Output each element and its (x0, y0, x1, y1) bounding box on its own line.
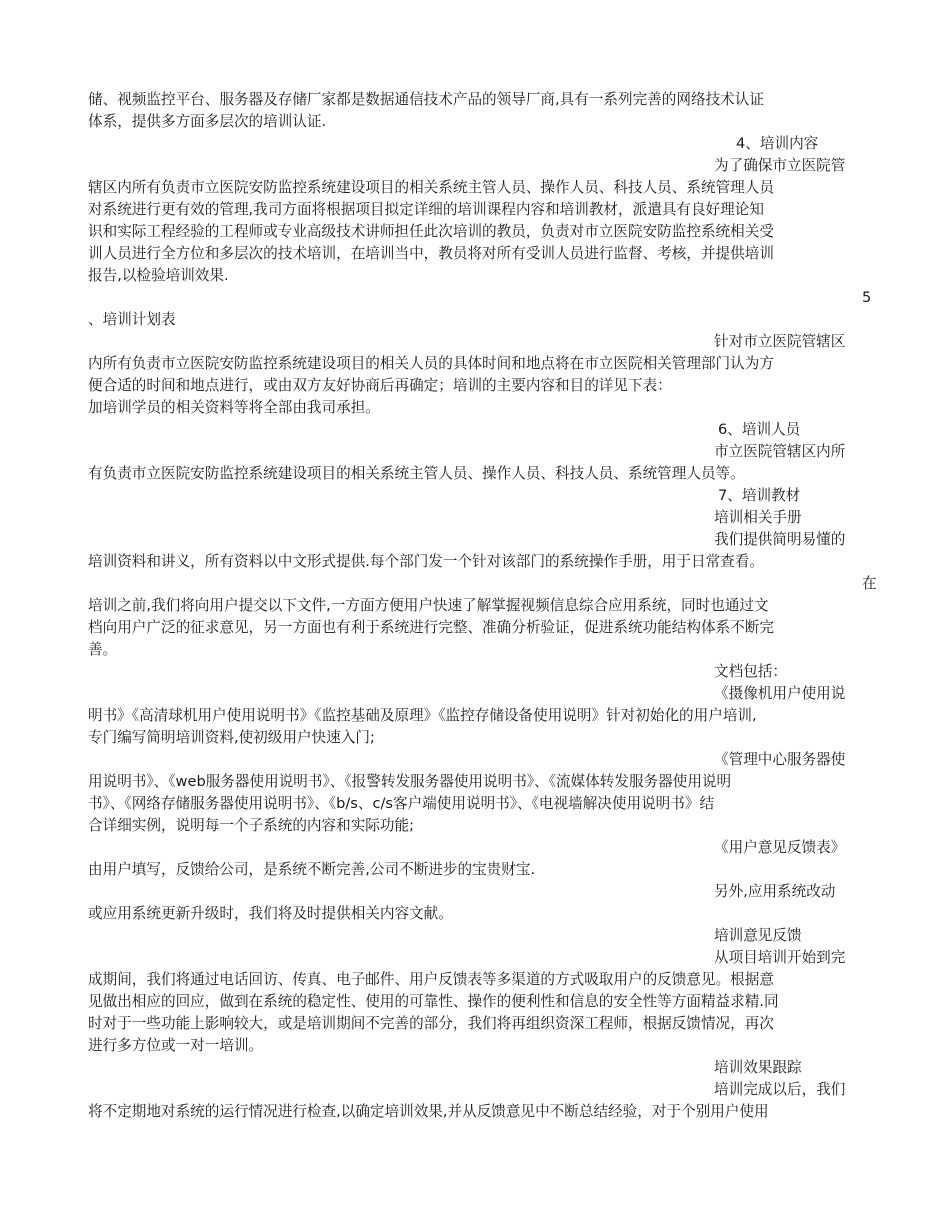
paragraph-start: 另外,应用系统改动 (714, 883, 836, 900)
section-heading: 、培训计划表 (88, 311, 176, 328)
paragraph-start: 针对市立医院管辖区 (714, 333, 846, 350)
body-text-line: 书》、《网络存储服务器使用说明书》、《b/s、c/s客户端使用说明书》、《电视墙解决使用说明书》结 (88, 795, 715, 812)
paragraph-start: 为了确保市立医院管 (714, 157, 846, 174)
body-text-line: 培训之前,我们将向用户提交以下文件,一方面方便用户快速了解掌握视频信息综合应用系统，同时也通过文 (88, 597, 769, 614)
body-text-line: 善。 (88, 641, 118, 658)
body-text-line: 报告,以检验培训效果. (88, 267, 229, 284)
body-text-line: 对系统进行更有效的管理,我司方面将根据项目拟定详细的培训课程内容和培训教材，派遣具有良好理论知 (88, 201, 764, 218)
paragraph-start: 从项目培训开始到完 (714, 949, 846, 966)
body-text-line: 将不定期地对系统的运行情况进行检查,以确定培训效果,并从反馈意见中不断总结经验，对于个别用户使用 (88, 1103, 769, 1120)
subsection-heading: 文档包括： (714, 663, 787, 680)
page-number: 5 (862, 289, 872, 306)
body-text-line: 由用户填写，反馈给公司，是系统不断完善,公司不断进步的宝贵财宝. (88, 861, 536, 878)
paragraph-start: 《摄像机用户使用说 (714, 685, 846, 702)
body-text-line: 识和实际工程经验的工程师或专业高级技术讲师担任此次培训的教员，负责对市立医院安防监控系统相关受 (88, 223, 774, 240)
body-text-line: 成期间，我们将通过电话回访、传真、电子邮件、用户反馈表等多渠道的方式吸取用户的反馈意见。根据意 (88, 971, 774, 988)
body-text-line: 培训资料和讲义，所有资料以中文形式提供.每个部门发一个针对该部门的系统操作手册，用于日常查看。 (88, 553, 764, 570)
paragraph-start: 《管理中心服务器使 (714, 751, 846, 768)
paragraph-start: 培训完成以后，我们 (714, 1081, 846, 1098)
body-text-line: 专门编写简明培训资料,使初级用户快速入门; (88, 729, 375, 746)
stray-character: 在 (862, 575, 877, 592)
body-text-line: 用说明书》、《web服务器使用说明书》、《报警转发服务器使用说明书》、《流媒体转发服务器使用说明 (88, 773, 732, 790)
body-text-line: 合详细实例，说明每一个子系统的内容和实际功能; (88, 817, 414, 834)
paragraph-start: 《用户意见反馈表》 (714, 839, 846, 856)
body-text-line: 储、视频监控平台、服务器及存储厂家都是数据通信技术产品的领导厂商,具有一系列完善的网络技术认证 (88, 91, 764, 108)
paragraph-start: 市立医院管辖区内所 (714, 443, 846, 460)
body-text-line: 档向用户广泛的征求意见，另一方面也有利于系统进行完整、准确分析验证，促进系统功能结构体系不断完 (88, 619, 774, 636)
body-text-line: 见做出相应的回应，做到在系统的稳定性、使用的可靠性、操作的便利性和信息的安全性等方面精益求精.同 (88, 993, 779, 1010)
body-text-line: 明书》《高清球机用户使用说明书》《监控基础及原理》《监控存储设备使用说明》针对初始化的用户培训, (88, 707, 757, 724)
body-text-line: 进行多方位或一对一培训。 (88, 1037, 264, 1054)
subsection-heading: 培训效果跟踪 (714, 1059, 802, 1076)
body-text-line: 辖区内所有负责市立医院安防监控系统建设项目的相关系统主管人员、操作人员、科技人员、系统管理人员 (88, 179, 774, 196)
body-text-line: 或应用系统更新升级时，我们将及时提供相关内容文献。 (88, 905, 453, 922)
body-text-line: 训人员进行全方位和多层次的技术培训，在培训当中，教员将对所有受训人员进行监督、考核，并提供培训 (88, 245, 774, 262)
section-heading: 4、培训内容 (736, 135, 819, 152)
body-text-line: 有负责市立医院安防监控系统建设项目的相关系统主管人员、操作人员、科技人员、系统管理人员等。 (88, 465, 745, 482)
subsection-heading: 培训意见反馈 (714, 927, 802, 944)
body-text-line: 时对于一些功能上影响较大，或是培训期间不完善的部分，我们将再组织资深工程师，根据反馈情况，再次 (88, 1015, 774, 1032)
body-text-line: 内所有负责市立医院安防监控系统建设项目的相关人员的具体时间和地点将在市立医院相关管理部门认为方 (88, 355, 774, 372)
paragraph-start: 我们提供简明易懂的 (714, 531, 846, 548)
body-text-line: 便合适的时间和地点进行，或由双方友好协商后再确定；培训的主要内容和目的详见下表： (88, 377, 672, 394)
section-heading: 7、培训教材 (718, 487, 801, 504)
subsection-heading: 培训相关手册 (714, 509, 802, 526)
body-text-line: 加培训学员的相关资料等将全部由我司承担。 (88, 399, 380, 416)
section-heading: 6、培训人员 (718, 421, 801, 438)
body-text-line: 体系，提供多方面多层次的培训认证. (88, 113, 327, 130)
